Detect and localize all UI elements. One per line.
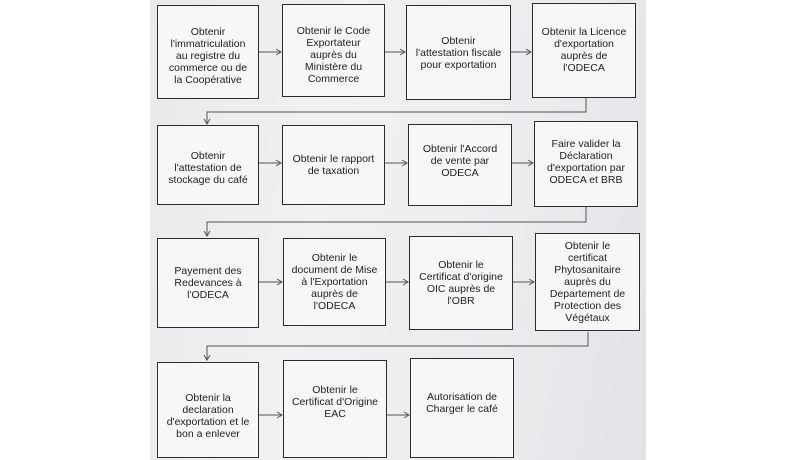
step-12-box: Obtenir le certificat Phytosanitaire auprès du Departement de Protection des Végétaux	[535, 233, 640, 331]
step-11-box: Obtenir le Certificat d'origine OIC auprès de l'OBR	[409, 236, 513, 330]
step-1-box: Obtenir l'immatriculation au registre du commerce ou de la Coopérative	[157, 5, 259, 99]
step-5-box: Obtenir l'attestation de stockage du café	[157, 125, 259, 205]
step-13-box: Obtenir la declaration d'exportation et le bon a enlever	[157, 362, 259, 458]
step-14-box: Obtenir le Certificat d'Origine EAC	[283, 360, 387, 458]
step-9-box: Payement des Redevances à l'ODECA	[157, 238, 259, 328]
step-15-box: Autorisation de Charger le café	[410, 358, 514, 458]
step-10-box: Obtenir le document de Mise à l'Exportation auprès de l'ODECA	[283, 238, 386, 326]
step-4-box: Obtenir la Licence d'exportation auprès de l'ODECA	[532, 3, 636, 98]
step-6-box: Obtenir le rapport de taxation	[282, 125, 385, 205]
step-8-box: Faire valider la Déclaration d'exportation par ODECA et BRB	[534, 121, 638, 207]
step-7-box: Obtenir l'Accord de vente par ODECA	[408, 124, 512, 206]
step-2-box: Obtenir le Code Exportateur auprès du Ministère du Commerce	[282, 4, 385, 97]
step-3-box: Obtenir l'attestation fiscale pour exportation	[406, 5, 511, 100]
